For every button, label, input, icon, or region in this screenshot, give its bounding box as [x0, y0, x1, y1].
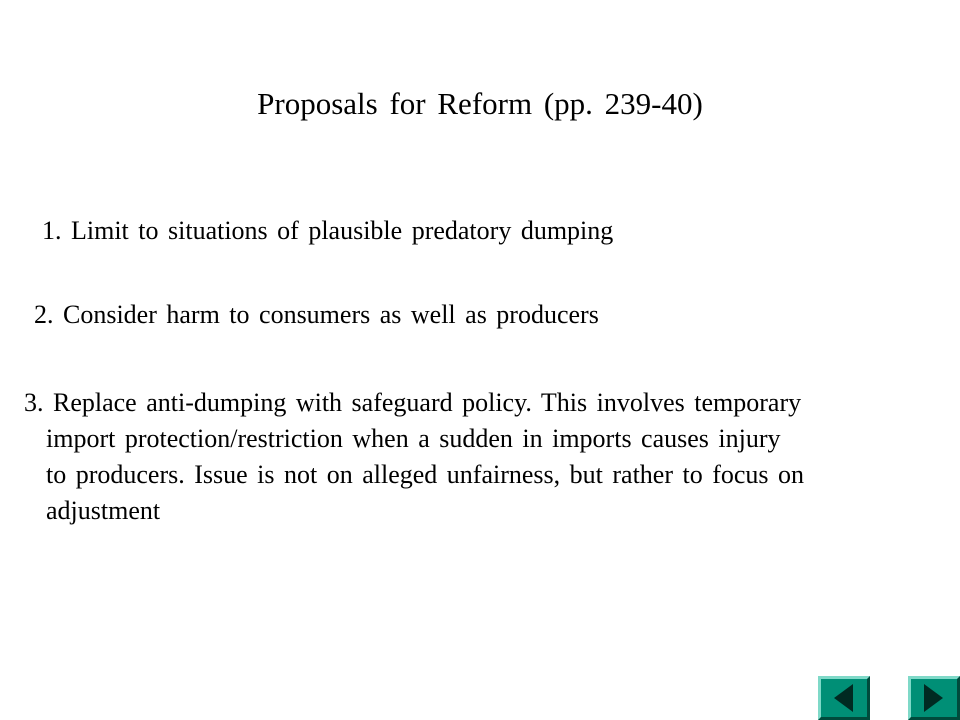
list-item-3-line-2: import protection/restriction when a sudden in imports causes injury: [46, 424, 781, 453]
next-slide-button[interactable]: [908, 676, 960, 720]
slide-title: Proposals for Reform (pp. 239-40): [257, 86, 703, 121]
list-item-2: 2. Consider harm to consumers as well as producers: [34, 300, 599, 329]
list-item-3-line-4: adjustment: [46, 496, 161, 525]
list-item-3-line-1: 3. Replace anti-dumping with safeguard policy. This involves temporary: [24, 388, 802, 417]
previous-slide-button[interactable]: [818, 676, 870, 720]
list-item-3: [24, 385, 954, 529]
list-item-3-line-3: to producers. Issue is not on alleged unfairness, but rather to focus on: [46, 460, 805, 489]
list-item-1: 1. Limit to situations of plausible predatory dumping: [42, 216, 614, 245]
triangle-right-icon: [911, 679, 957, 717]
triangle-left-icon: [821, 679, 867, 717]
